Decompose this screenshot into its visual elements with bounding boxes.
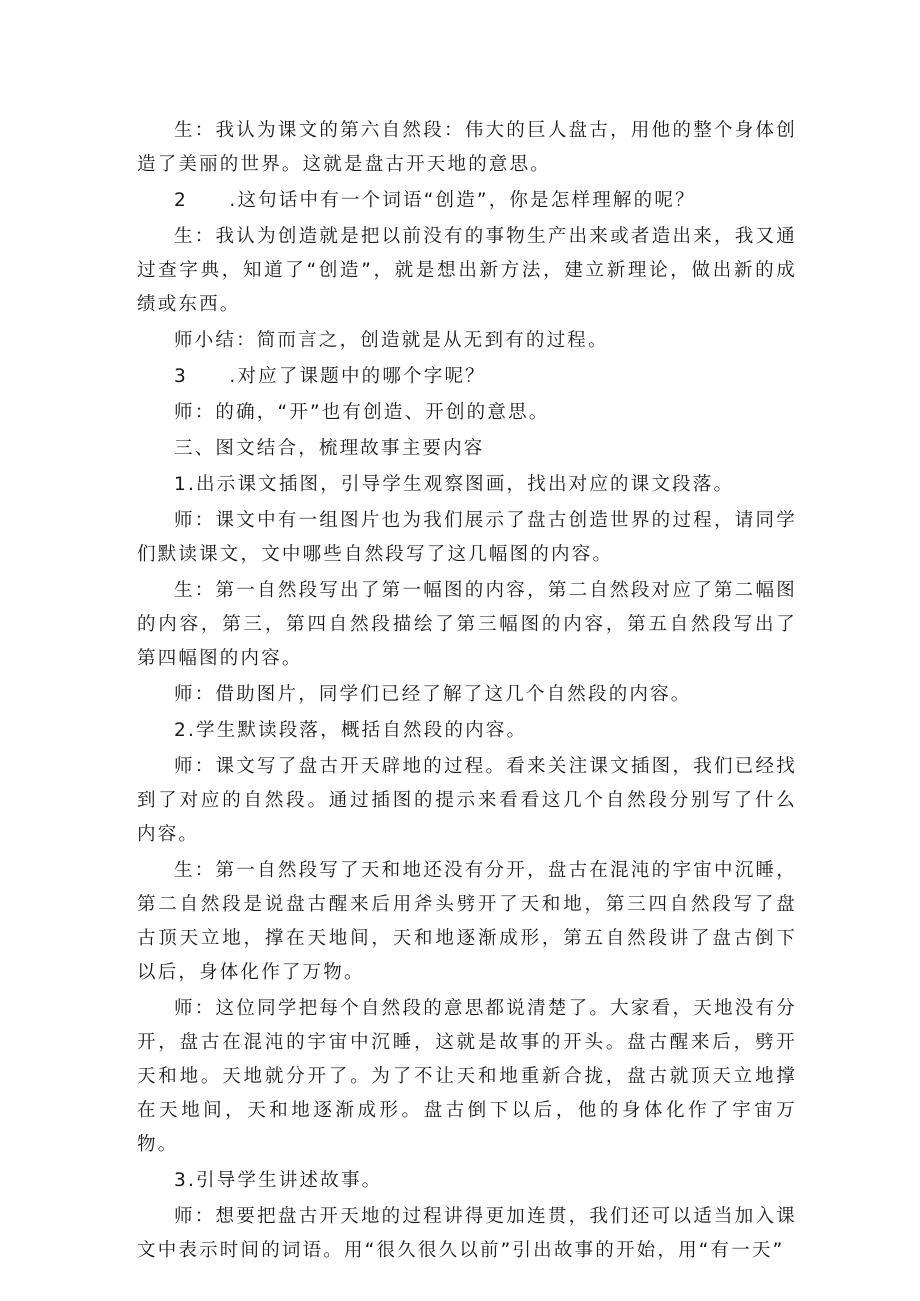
paragraph: 师：想要把盘古开天地的过程讲得更加连贯，我们还可以适当加入课文中表示时间的词语。用“很久很久以前”引出故事的开始，用“有一天” bbox=[137, 1206, 797, 1261]
paragraph: 生：第一自然段写了天和地还没有分开，盘古在混沌的宇宙中沉睡，第二自然段是说盘古醒来后用斧头劈开了天和地，第三四自然段写了盘古顶天立地，撑在天地间，天和地逐渐成形，第五自然段讲了盘古倒下以后，身体化作了万物。 bbox=[137, 860, 797, 983]
paragraph: 2 .这句话中有一个词语“创造”，你是怎样理解的呢？ bbox=[174, 190, 696, 211]
paragraph: 师：课文写了盘古开天辟地的过程。看来关注课文插图，我们已经找到了对应的自然段。通过插图的提示来看看这几个自然段分别写了什么内容。 bbox=[137, 756, 797, 845]
paragraph: 2.学生默读段落，概括自然段的内容。 bbox=[174, 720, 528, 741]
paragraph: 师：这位同学把每个自然段的意思都说清楚了。大家看，天地没有分开，盘古在混沌的宇宙中沉睡，这就是故事的开头。盘古醒来后，劈开天和地。天地就分开了。为了不让天和地重新合拢，盘古就顶天立地撑在天地间，天和地逐渐成形。盘古倒下以后，他的身体化作了宇宙万物。 bbox=[137, 998, 797, 1155]
paragraph: 师：借助图片，同学们已经了解了这几个自然段的内容。 bbox=[174, 684, 692, 705]
paragraph: 师：的确，“开”也有创造、开创的意思。 bbox=[174, 402, 550, 423]
paragraph: 生：第一自然段写出了第一幅图的内容，第二自然段对应了第二幅图的内容，第三，第四自然段描绘了第三幅图的内容，第五自然段写出了第四幅图的内容。 bbox=[137, 580, 797, 669]
document-page bbox=[137, 114, 797, 1268]
paragraph: 生：我认为课文的第六自然段：伟大的巨人盘古，用他的整个身体创造了美丽的世界。这就是盘古开天地的意思。 bbox=[137, 120, 797, 175]
paragraph: 3 .对应了课题中的哪个字呢？ bbox=[174, 366, 486, 387]
paragraph: 生：我认为创造就是把以前没有的事物生产出来或者造出来，我又通过查字典，知道了“创造”，就是想出新方法，建立新理论，做出新的成绩或东西。 bbox=[137, 226, 797, 315]
paragraph: 1.出示课文插图，引导学生观察图画，找出对应的课文段落。 bbox=[174, 474, 735, 495]
paragraph: 师小结：简而言之，创造就是从无到有的过程。 bbox=[174, 330, 609, 351]
paragraph: 师：课文中有一组图片也为我们展示了盘古创造世界的过程，请同学们默读课文，文中哪些自然段写了这几幅图的内容。 bbox=[137, 510, 797, 565]
section-heading: 三、图文结合，梳理故事主要内容 bbox=[174, 438, 485, 459]
paragraph: 3.引导学生讲述故事。 bbox=[174, 1170, 383, 1191]
